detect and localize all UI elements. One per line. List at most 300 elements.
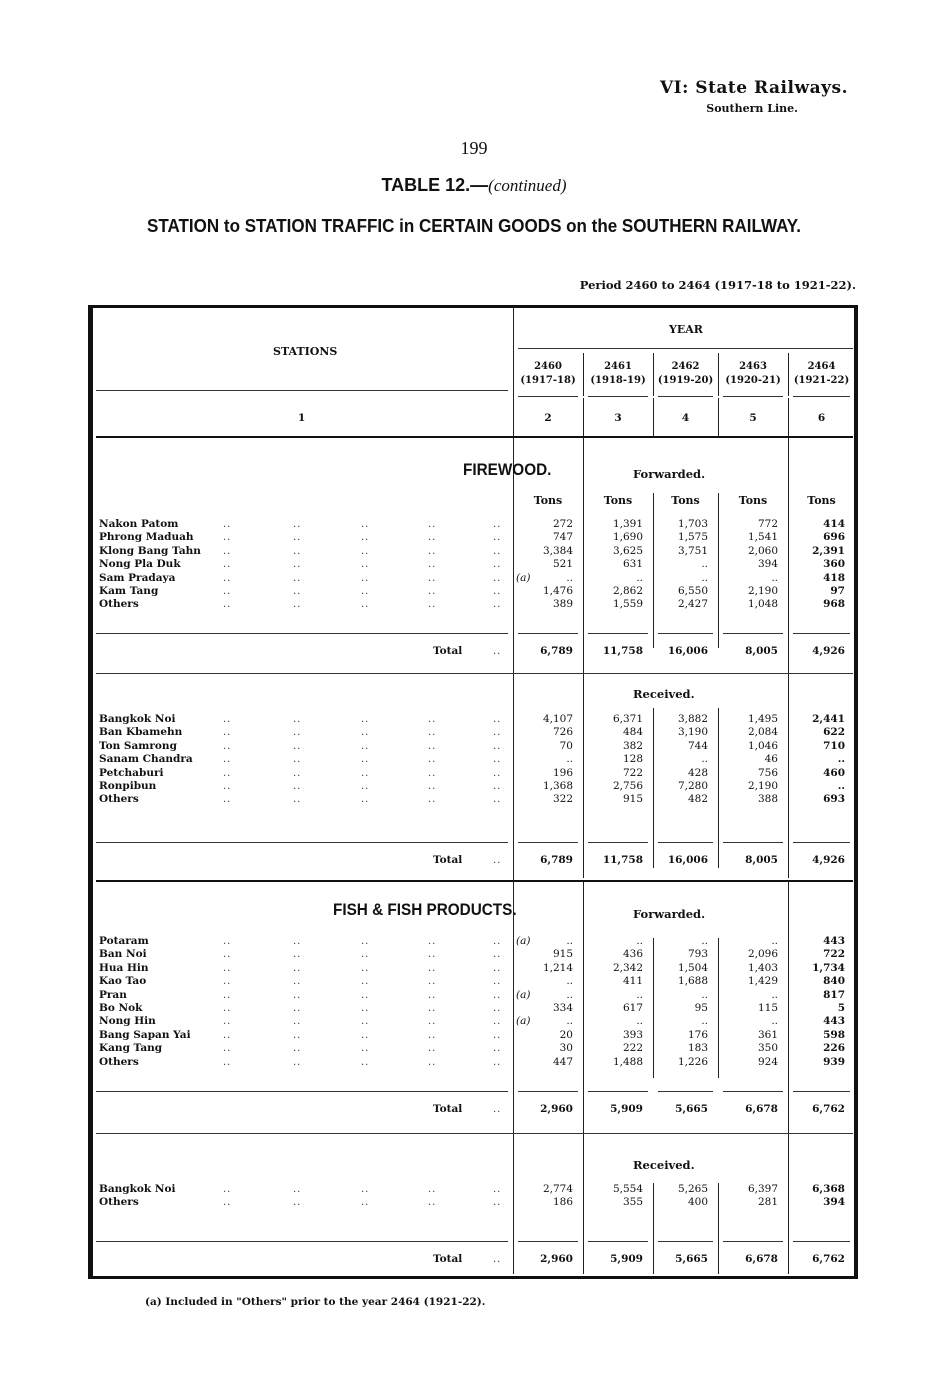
table-cell: 1,690 xyxy=(612,531,643,544)
leader-dots: .. xyxy=(493,1104,502,1115)
table-cell: 1,495 xyxy=(747,713,778,725)
leader-dots: .. xyxy=(361,1043,370,1055)
table-cell: 281 xyxy=(757,1196,778,1209)
table-cell: 1,391 xyxy=(612,518,643,530)
station-name: Others xyxy=(99,1196,139,1209)
leader-dots: .. xyxy=(361,572,370,584)
table-cell: 3,751 xyxy=(677,544,708,557)
total-cell: 6,789 xyxy=(540,645,573,657)
table-cell: 436 xyxy=(622,948,643,961)
station-name: Klong Bang Tahn xyxy=(99,544,201,557)
station-name: Ronpibun xyxy=(99,780,157,792)
table-cell: 196 xyxy=(552,766,573,779)
station-name: Others xyxy=(99,1055,139,1068)
table-cell: .. xyxy=(837,780,845,792)
note-marker: (a) xyxy=(516,988,531,1001)
station-name: Bang Sapan Yai xyxy=(99,1028,191,1041)
table-cell: 3,190 xyxy=(677,726,708,739)
total-rule xyxy=(658,633,713,634)
table-cell: 2,096 xyxy=(747,948,778,961)
table-cell: 1,403 xyxy=(747,961,778,974)
total-cell: 6,678 xyxy=(745,1103,778,1115)
table-cell: 97 xyxy=(830,585,845,597)
table-cell: .. xyxy=(701,935,708,947)
station-name: Kam Tang xyxy=(99,585,159,597)
year-header-rule xyxy=(518,348,853,349)
table-cell: 482 xyxy=(687,793,708,806)
table-cell: 222 xyxy=(622,1042,643,1055)
unit-label: Tons xyxy=(807,494,836,507)
table-cell: 128 xyxy=(622,753,643,766)
table-cell: 631 xyxy=(622,558,643,571)
leader-dots: .. xyxy=(293,586,302,597)
year-ce-2461: (1918-19) xyxy=(590,375,646,386)
table-cell: 1,703 xyxy=(677,518,708,530)
total-cell: 5,665 xyxy=(675,1253,708,1265)
table-cell: 361 xyxy=(757,1028,778,1041)
year-column-rule xyxy=(718,1183,719,1274)
leader-dots: .. xyxy=(361,989,370,1001)
total-rule xyxy=(588,1091,648,1092)
leader-dots: .. xyxy=(223,1016,232,1028)
total-rule xyxy=(96,842,508,843)
table-cell: .. xyxy=(636,988,643,1001)
leader-dots: .. xyxy=(223,714,232,725)
station-name: Pran xyxy=(99,988,127,1001)
leader-dots: .. xyxy=(223,754,232,766)
table-cell: 6,397 xyxy=(747,1183,778,1195)
leader-dots: .. xyxy=(293,714,302,725)
total-cell: 8,005 xyxy=(745,645,778,657)
table-cell: .. xyxy=(701,988,708,1001)
leader-dots: .. xyxy=(493,855,502,866)
table-cell: 46 xyxy=(764,753,778,766)
leader-dots: .. xyxy=(428,532,437,544)
table-cell: .. xyxy=(701,753,708,766)
leader-dots: .. xyxy=(428,794,437,806)
leader-dots: .. xyxy=(493,532,502,544)
table-cell: 322 xyxy=(552,793,573,806)
leader-dots: .. xyxy=(493,519,502,530)
total-cell: 5,909 xyxy=(610,1103,643,1115)
station-name: Sam Pradaya xyxy=(99,571,176,584)
leader-dots: .. xyxy=(223,1056,232,1068)
table-cell: 95 xyxy=(694,1002,708,1014)
column-number: 4 xyxy=(681,412,690,424)
total-rule xyxy=(723,633,783,634)
leader-dots: .. xyxy=(361,740,370,752)
total-rule xyxy=(518,1241,578,1242)
leader-dots: .. xyxy=(293,740,302,752)
leader-dots: .. xyxy=(361,1056,370,1068)
note-marker: (a) xyxy=(516,1015,531,1028)
leader-dots: .. xyxy=(293,599,302,611)
station-name: Nong Hin xyxy=(99,1015,156,1028)
leader-dots: .. xyxy=(293,1043,302,1055)
table-cell: .. xyxy=(566,753,573,766)
leader-dots: .. xyxy=(428,1003,437,1014)
table-cell: 484 xyxy=(622,726,643,739)
year-ce-2463: (1920-21) xyxy=(725,375,781,386)
leader-dots: .. xyxy=(223,767,232,779)
total-cell: 6,762 xyxy=(812,1103,845,1115)
leader-dots: .. xyxy=(293,1003,302,1014)
total-cell: 4,926 xyxy=(812,854,845,866)
header-rule xyxy=(793,396,850,397)
table-cell: 710 xyxy=(823,739,845,752)
total-rule xyxy=(723,1091,783,1092)
table-cell: .. xyxy=(701,571,708,584)
header-rule xyxy=(658,396,713,397)
leader-dots: .. xyxy=(293,1197,302,1209)
station-name: Bo Nok xyxy=(99,1002,143,1014)
table-continued-note: (continued) xyxy=(488,176,567,195)
leader-dots: .. xyxy=(223,586,232,597)
station-name: Potaram xyxy=(99,935,149,947)
table-cell: 1,488 xyxy=(612,1055,643,1068)
leader-dots: .. xyxy=(361,976,370,988)
total-cell: 11,758 xyxy=(602,645,643,657)
table-cell: 176 xyxy=(687,1028,708,1041)
leader-dots: .. xyxy=(428,936,437,947)
leader-dots: .. xyxy=(361,794,370,806)
leader-dots: .. xyxy=(293,754,302,766)
table-cell: 428 xyxy=(687,766,708,779)
leader-dots: .. xyxy=(293,1056,302,1068)
table-cell: 443 xyxy=(823,1015,845,1028)
table-cell: 411 xyxy=(622,975,643,988)
table-cell: .. xyxy=(636,571,643,584)
total-rule xyxy=(793,842,850,843)
leader-dots: .. xyxy=(361,754,370,766)
table-cell: 2,427 xyxy=(677,598,708,611)
leader-dots: .. xyxy=(428,781,437,792)
total-rule xyxy=(588,1241,648,1242)
table-cell: 20 xyxy=(559,1028,573,1041)
leader-dots: .. xyxy=(223,976,232,988)
leader-dots: .. xyxy=(223,727,232,739)
total-cell: 6,762 xyxy=(812,1253,845,1265)
leader-dots: .. xyxy=(293,949,302,961)
year-ce-2460: (1917-18) xyxy=(520,375,576,386)
leader-dots: .. xyxy=(493,1184,502,1195)
leader-dots: .. xyxy=(493,989,502,1001)
leader-dots: .. xyxy=(293,989,302,1001)
year-be-2461: 2461 xyxy=(604,361,632,372)
leader-dots: .. xyxy=(293,781,302,792)
table-cell: 1,046 xyxy=(747,739,778,752)
leader-dots: .. xyxy=(223,545,232,557)
leader-dots: .. xyxy=(361,599,370,611)
table-cell: 70 xyxy=(559,739,573,752)
leader-dots: .. xyxy=(428,1197,437,1209)
table-cell: 2,774 xyxy=(542,1183,573,1195)
leader-dots: .. xyxy=(428,714,437,725)
table-cell: .. xyxy=(771,988,778,1001)
table-label xyxy=(0,175,948,196)
received-subheading: Received. xyxy=(633,1158,695,1172)
unit-label: Tons xyxy=(533,494,563,507)
table-cell: 722 xyxy=(823,948,845,961)
leader-dots: .. xyxy=(293,976,302,988)
table-cell: 1,688 xyxy=(677,975,708,988)
leader-dots: .. xyxy=(361,1184,370,1195)
column-number: 6 xyxy=(817,412,826,424)
leader-dots: .. xyxy=(428,740,437,752)
leader-dots: .. xyxy=(493,949,502,961)
table-cell: 2,862 xyxy=(612,585,643,597)
leader-dots: .. xyxy=(493,962,502,974)
table-cell: 393 xyxy=(622,1028,643,1041)
table-cell: .. xyxy=(566,975,573,988)
leader-dots: .. xyxy=(428,754,437,766)
table-cell: 4,107 xyxy=(542,713,573,725)
leader-dots: .. xyxy=(361,1029,370,1041)
leader-dots: .. xyxy=(361,1003,370,1014)
total-rule xyxy=(588,842,648,843)
station-name: Bangkok Noi xyxy=(99,713,176,725)
station-name: Phrong Maduah xyxy=(99,531,194,544)
station-name: Kang Tang xyxy=(99,1042,163,1055)
leader-dots: .. xyxy=(428,727,437,739)
table-cell: 1,734 xyxy=(812,961,845,974)
leader-dots: .. xyxy=(493,545,502,557)
table-cell: .. xyxy=(566,935,573,947)
table-cell: 350 xyxy=(757,1042,778,1055)
leader-dots: .. xyxy=(428,1016,437,1028)
leader-dots: .. xyxy=(493,572,502,584)
table-cell: 447 xyxy=(552,1055,573,1068)
table-cell: 598 xyxy=(823,1028,845,1041)
total-rule xyxy=(96,1241,508,1242)
leader-dots: .. xyxy=(223,572,232,584)
total-cell: 2,960 xyxy=(540,1103,573,1115)
leader-dots: .. xyxy=(493,936,502,947)
forwarded-subheading: Forwarded. xyxy=(633,907,706,921)
section-title: VI: State Railways. xyxy=(659,78,848,98)
period-label: Period 2460 to 2464 (1917-18 to 1921-22). xyxy=(579,278,856,292)
leader-dots: .. xyxy=(223,519,232,530)
table-cell: 360 xyxy=(823,558,845,571)
table-cell: .. xyxy=(771,1015,778,1028)
table-cell: 2,391 xyxy=(812,544,845,557)
table-cell: 840 xyxy=(823,975,845,988)
table-cell: 696 xyxy=(823,531,845,544)
total-cell: 6,678 xyxy=(745,1253,778,1265)
table-cell: 968 xyxy=(823,598,845,611)
total-cell: 6,789 xyxy=(540,854,573,866)
leader-dots: .. xyxy=(293,1184,302,1195)
table-cell: 334 xyxy=(552,1002,573,1014)
section-rule xyxy=(96,1133,853,1134)
leader-dots: .. xyxy=(293,545,302,557)
leader-dots: .. xyxy=(293,767,302,779)
table-cell: 915 xyxy=(552,948,573,961)
note-marker: (a) xyxy=(516,935,531,947)
table-cell: 382 xyxy=(622,739,643,752)
unit-label: Tons xyxy=(671,494,700,507)
table-cell: 2,342 xyxy=(612,961,643,974)
leader-dots: .. xyxy=(493,1254,502,1265)
leader-dots: .. xyxy=(428,1056,437,1068)
station-name: Kao Tao xyxy=(99,975,147,988)
unit-label: Tons xyxy=(738,494,768,507)
total-rule xyxy=(96,1091,508,1092)
column-number: 3 xyxy=(614,412,622,424)
table-cell: 756 xyxy=(757,766,778,779)
total-label: Total xyxy=(433,645,463,657)
leader-dots: .. xyxy=(223,1003,232,1014)
leader-dots: .. xyxy=(428,545,437,557)
leader-dots: .. xyxy=(293,1016,302,1028)
station-name: Others xyxy=(99,598,139,611)
table-cell: 1,214 xyxy=(542,961,573,974)
forwarded-subheading: Forwarded. xyxy=(633,467,706,481)
total-rule xyxy=(723,1241,783,1242)
leader-dots: .. xyxy=(428,976,437,988)
year-be-2464: 2464 xyxy=(807,361,836,372)
table-cell: 3,882 xyxy=(677,713,708,725)
table-cell: .. xyxy=(837,753,845,766)
table-cell: 3,384 xyxy=(542,544,573,557)
leader-dots: .. xyxy=(223,949,232,961)
total-rule xyxy=(658,842,713,843)
table-cell: 1,429 xyxy=(747,975,778,988)
table-cell: .. xyxy=(636,1015,643,1028)
year-be-2460: 2460 xyxy=(534,361,562,372)
total-rule xyxy=(658,1091,713,1092)
leader-dots: .. xyxy=(293,572,302,584)
leader-dots: .. xyxy=(361,714,370,725)
table-cell: 2,060 xyxy=(747,544,778,557)
leader-dots: .. xyxy=(293,532,302,544)
table-cell: 226 xyxy=(823,1042,845,1055)
leader-dots: .. xyxy=(493,754,502,766)
station-name: Bangkok Noi xyxy=(99,1183,176,1195)
leader-dots: .. xyxy=(223,740,232,752)
table-cell: .. xyxy=(566,571,573,584)
station-name: Nakon Patom xyxy=(99,518,179,530)
table-cell: .. xyxy=(771,571,778,584)
section-rule xyxy=(96,880,853,882)
table-cell: 115 xyxy=(757,1002,778,1014)
leader-dots: .. xyxy=(493,1197,502,1209)
total-label: Total xyxy=(433,854,463,866)
station-name: Hua Hin xyxy=(99,961,149,974)
leader-dots: .. xyxy=(361,962,370,974)
leader-dots: .. xyxy=(361,1016,370,1028)
leader-dots: .. xyxy=(428,1029,437,1041)
table-cell: 418 xyxy=(823,571,845,584)
leader-dots: .. xyxy=(361,781,370,792)
table-cell: 772 xyxy=(757,518,778,530)
leader-dots: .. xyxy=(223,936,232,947)
leader-dots: .. xyxy=(428,1043,437,1055)
received-subheading: Received. xyxy=(633,687,695,701)
leader-dots: .. xyxy=(223,1043,232,1055)
total-rule xyxy=(658,1241,713,1242)
table-cell: 2,190 xyxy=(747,780,778,792)
leader-dots: .. xyxy=(428,519,437,530)
table-cell: 2,441 xyxy=(812,713,845,725)
station-name: Ban Noi xyxy=(99,948,147,961)
total-rule xyxy=(518,842,578,843)
leader-dots: .. xyxy=(361,767,370,779)
leader-dots: .. xyxy=(428,1184,437,1195)
total-cell: 2,960 xyxy=(540,1253,573,1265)
table-cell: 924 xyxy=(757,1055,778,1068)
table-cell: 1,541 xyxy=(747,531,778,544)
section-heading xyxy=(660,78,848,115)
column-number: 1 xyxy=(298,412,306,424)
year-header: YEAR xyxy=(669,323,703,336)
leader-dots: .. xyxy=(493,559,502,571)
subsection-title: Southern Line. xyxy=(706,102,798,115)
table-cell: 617 xyxy=(622,1002,643,1014)
table-cell: .. xyxy=(701,1015,708,1028)
leader-dots: .. xyxy=(428,962,437,974)
leader-dots: .. xyxy=(493,727,502,739)
year-be-2463: 2463 xyxy=(739,361,767,372)
year-column-rule xyxy=(653,708,654,868)
table-cell: 1,575 xyxy=(677,531,708,544)
table-cell: 1,048 xyxy=(747,598,778,611)
note-marker: (a) xyxy=(516,571,531,584)
table-cell: 400 xyxy=(687,1196,708,1209)
table-cell: 747 xyxy=(552,531,573,544)
table-cell: 622 xyxy=(823,726,845,739)
table-cell: 1,559 xyxy=(612,598,643,611)
column-number: 5 xyxy=(749,412,757,424)
total-rule xyxy=(518,633,578,634)
total-cell: 16,006 xyxy=(667,645,708,657)
table-cell: 7,280 xyxy=(677,780,708,792)
station-name: Ban Kbamehn xyxy=(99,726,183,739)
table-cell: 5,265 xyxy=(677,1183,708,1195)
leader-dots: .. xyxy=(361,1197,370,1209)
leader-dots: .. xyxy=(361,936,370,947)
leader-dots: .. xyxy=(428,599,437,611)
leader-dots: .. xyxy=(223,599,232,611)
table-cell: 388 xyxy=(757,793,778,806)
footnote: (a) Included in "Others" prior to the year 2464 (1921-22). xyxy=(145,1296,486,1308)
table-cell: .. xyxy=(566,1015,573,1028)
leader-dots: .. xyxy=(428,586,437,597)
leader-dots: .. xyxy=(361,586,370,597)
leader-dots: .. xyxy=(493,976,502,988)
station-name: Nong Pla Duk xyxy=(99,558,181,571)
table-cell: 394 xyxy=(823,1196,845,1209)
table-cell: 389 xyxy=(552,598,573,611)
leader-dots: .. xyxy=(223,1029,232,1041)
total-cell: 5,665 xyxy=(675,1103,708,1115)
leader-dots: .. xyxy=(361,519,370,530)
total-cell: 4,926 xyxy=(812,645,845,657)
traffic-table xyxy=(88,305,858,1279)
table-cell: 2,756 xyxy=(612,780,643,792)
leader-dots: .. xyxy=(493,714,502,725)
table-cell: 6,368 xyxy=(812,1183,845,1195)
leader-dots: .. xyxy=(428,572,437,584)
goods-title: FISH & FISH PRODUCTS. xyxy=(333,900,517,919)
header-rule xyxy=(96,390,508,391)
table-cell: 1,476 xyxy=(542,585,573,597)
leader-dots: .. xyxy=(493,1016,502,1028)
table-cell: 521 xyxy=(552,558,573,571)
page-number: 199 xyxy=(460,138,488,158)
leader-dots: .. xyxy=(223,989,232,1001)
leader-dots: .. xyxy=(493,586,502,597)
